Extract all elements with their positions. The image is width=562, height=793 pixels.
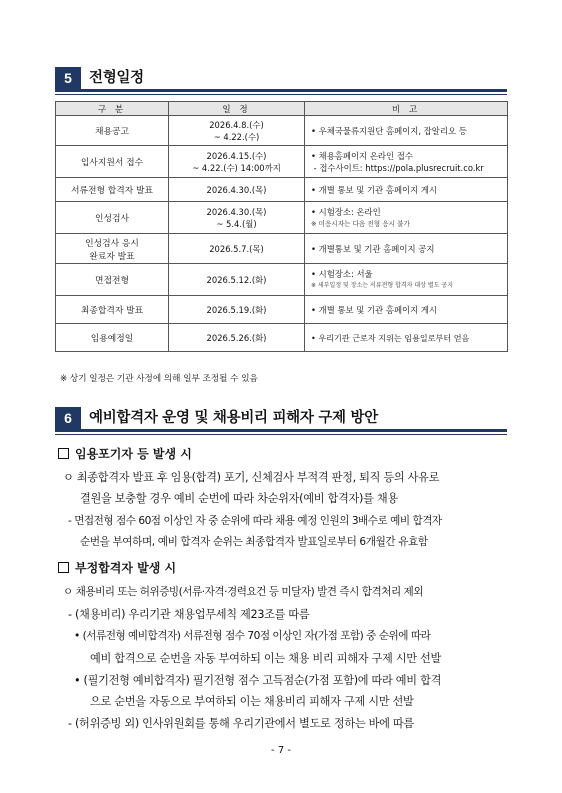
paragraph-line: 결원을 보충할 경우 예비 순번에 따라 차순위자(예비 합격자)를 채용 [80, 492, 398, 505]
category-line2: 완료자 발표 [89, 251, 135, 262]
table-row [56, 264, 508, 296]
section-rule [55, 89, 507, 92]
row-category: 서류전형 합격자 발표 [56, 178, 169, 202]
remark-main: • 채용홈페이지 온라인 접수 [311, 150, 413, 161]
paragraph-line: - (채용비리) 우리기관 채용업무세칙 제23조를 따름 [68, 608, 310, 621]
row-schedule [169, 116, 305, 146]
table-row [56, 324, 508, 352]
row-remarks: • 우리기관 근로자 지위는 임용일로부터 얻음 [305, 324, 508, 352]
subheading-text: 임용포기자 등 발생 시 [75, 447, 192, 461]
paragraph-line: ㅇ 채용비리 또는 허위증빙(서류·자격·경력요건 등 미달자) 발견 즉시 합격처리 제외 [63, 586, 424, 598]
row-remarks: • 개별 통보 및 기관 홈페이지 게시 [305, 296, 508, 324]
row-schedule [169, 202, 305, 234]
row-remarks [305, 202, 508, 234]
remark-sub: - 접수사이트: https://pola.plusrecruit.co.kr [311, 162, 484, 173]
remark-sub: ※ 세부일정 및 장소는 서류전형 합격자 대상 별도 공지 [311, 281, 454, 289]
paragraph-line: 순번을 부여하며, 예비 합격자 순위는 최종합격자 발표일로부터 6개월간 유효함 [80, 536, 428, 548]
table-row [56, 296, 508, 324]
table-header-row [56, 102, 508, 116]
paragraph-line: • (필기전형 예비합격자) 필기전형 점수 고득점순(가점 포함)에 따라 예비 합격 [74, 674, 442, 687]
table-row [56, 178, 508, 202]
row-schedule: 2026.5.12.(화) [169, 264, 305, 296]
remark-main: • 시험장소: 서울 [311, 268, 373, 279]
row-remarks [305, 264, 508, 296]
section-5-header [55, 67, 507, 89]
table-row [56, 116, 508, 146]
table-footnote: ※ 상기 일정은 기관 사정에 의해 일부 조정될 수 있음 [60, 374, 258, 384]
section-rule [55, 429, 507, 432]
date-end: ~ 4.22.(수) [213, 131, 260, 142]
row-category: 임용예정일 [56, 324, 169, 352]
schedule-table [55, 101, 508, 352]
row-remarks [305, 146, 508, 178]
subheading-fraud [58, 559, 176, 576]
remark-main: • 시험장소: 온라인 [311, 206, 381, 217]
date-end: ~ 5.4.(월) [216, 218, 257, 229]
row-schedule: 2026.5.19.(화) [169, 296, 305, 324]
row-schedule [169, 146, 305, 178]
table-row [56, 234, 508, 264]
date-end: ~ 4.22.(수) 14:00까지 [192, 162, 281, 173]
subheading-resignation [58, 445, 192, 462]
category-line1: 인성검사 응시 [85, 238, 139, 249]
page-number: - 7 - [271, 745, 291, 756]
date-start: 2026.4.8.(수) [209, 119, 264, 130]
paragraph-line: - (허위증빙 외) 인사위원회를 통해 우리기관에서 별도로 정하는 바에 따름 [68, 717, 414, 730]
remark-sub: ※ 미응시자는 다음 전형 응시 불가 [311, 219, 410, 228]
row-remarks: • 개별통보 및 기관 홈페이지 공지 [305, 234, 508, 264]
date-start: 2026.4.15.(수) [206, 150, 267, 161]
subheading-text: 부정합격자 발생 시 [75, 561, 177, 575]
paragraph-line: 으로 순번을 자동으로 부여하되 이는 채용비리 피해자 구제 시만 선발 [90, 695, 414, 708]
checkbox-icon [58, 562, 69, 573]
section-6-header [55, 407, 507, 429]
paragraph-line: 예비 합격으로 순번을 자동 부여하되 이는 채용 비리 피해자 구제 시만 선발 [90, 652, 442, 665]
row-schedule: 2026.5.26.(화) [169, 324, 305, 352]
section-number: 5 [55, 67, 81, 89]
row-category [56, 234, 169, 264]
checkbox-icon [58, 448, 69, 459]
paragraph-line: • (서류전형 예비합격자) 서류전형 점수 70점 이상인 자(가점 포함) 중 순위에 따라 [74, 630, 431, 642]
table-row [56, 202, 508, 234]
section-rule-thin [55, 434, 507, 435]
row-category: 최종합격자 발표 [56, 296, 169, 324]
paragraph-line: - 면접전형 점수 60점 이상인 자 중 순위에 따라 채용 예정 인원의 3배수로 예비 합격자 [68, 515, 442, 527]
section-title: 예비합격자 운영 및 채용비리 피해자 구제 방안 [89, 410, 378, 426]
header-remarks: 비 고 [305, 102, 508, 116]
row-schedule: 2026.4.30.(목) [169, 178, 305, 202]
date-start: 2026.4.30.(목) [206, 206, 267, 217]
section-number: 6 [55, 407, 81, 429]
row-remarks: • 우체국물류지원단 홈페이지, 잡알리오 등 [305, 116, 508, 146]
row-remarks: • 개별 통보 및 기관 홈페이지 게시 [305, 178, 508, 202]
header-category: 구 분 [56, 102, 169, 116]
row-schedule: 2026.5.7.(목) [169, 234, 305, 264]
row-category: 채용공고 [56, 116, 169, 146]
row-category: 입사지원서 접수 [56, 146, 169, 178]
section-rule-thin [55, 94, 507, 95]
section-title: 전형일정 [89, 70, 144, 86]
table-row [56, 146, 508, 178]
row-category: 인성검사 [56, 202, 169, 234]
row-category: 면접전형 [56, 264, 169, 296]
paragraph-line: ㅇ 최종합격자 발표 후 임용(합격) 포기, 신체검사 부적격 판정, 퇴직 등의 사유로 [63, 471, 440, 484]
header-schedule: 일 정 [169, 102, 305, 116]
